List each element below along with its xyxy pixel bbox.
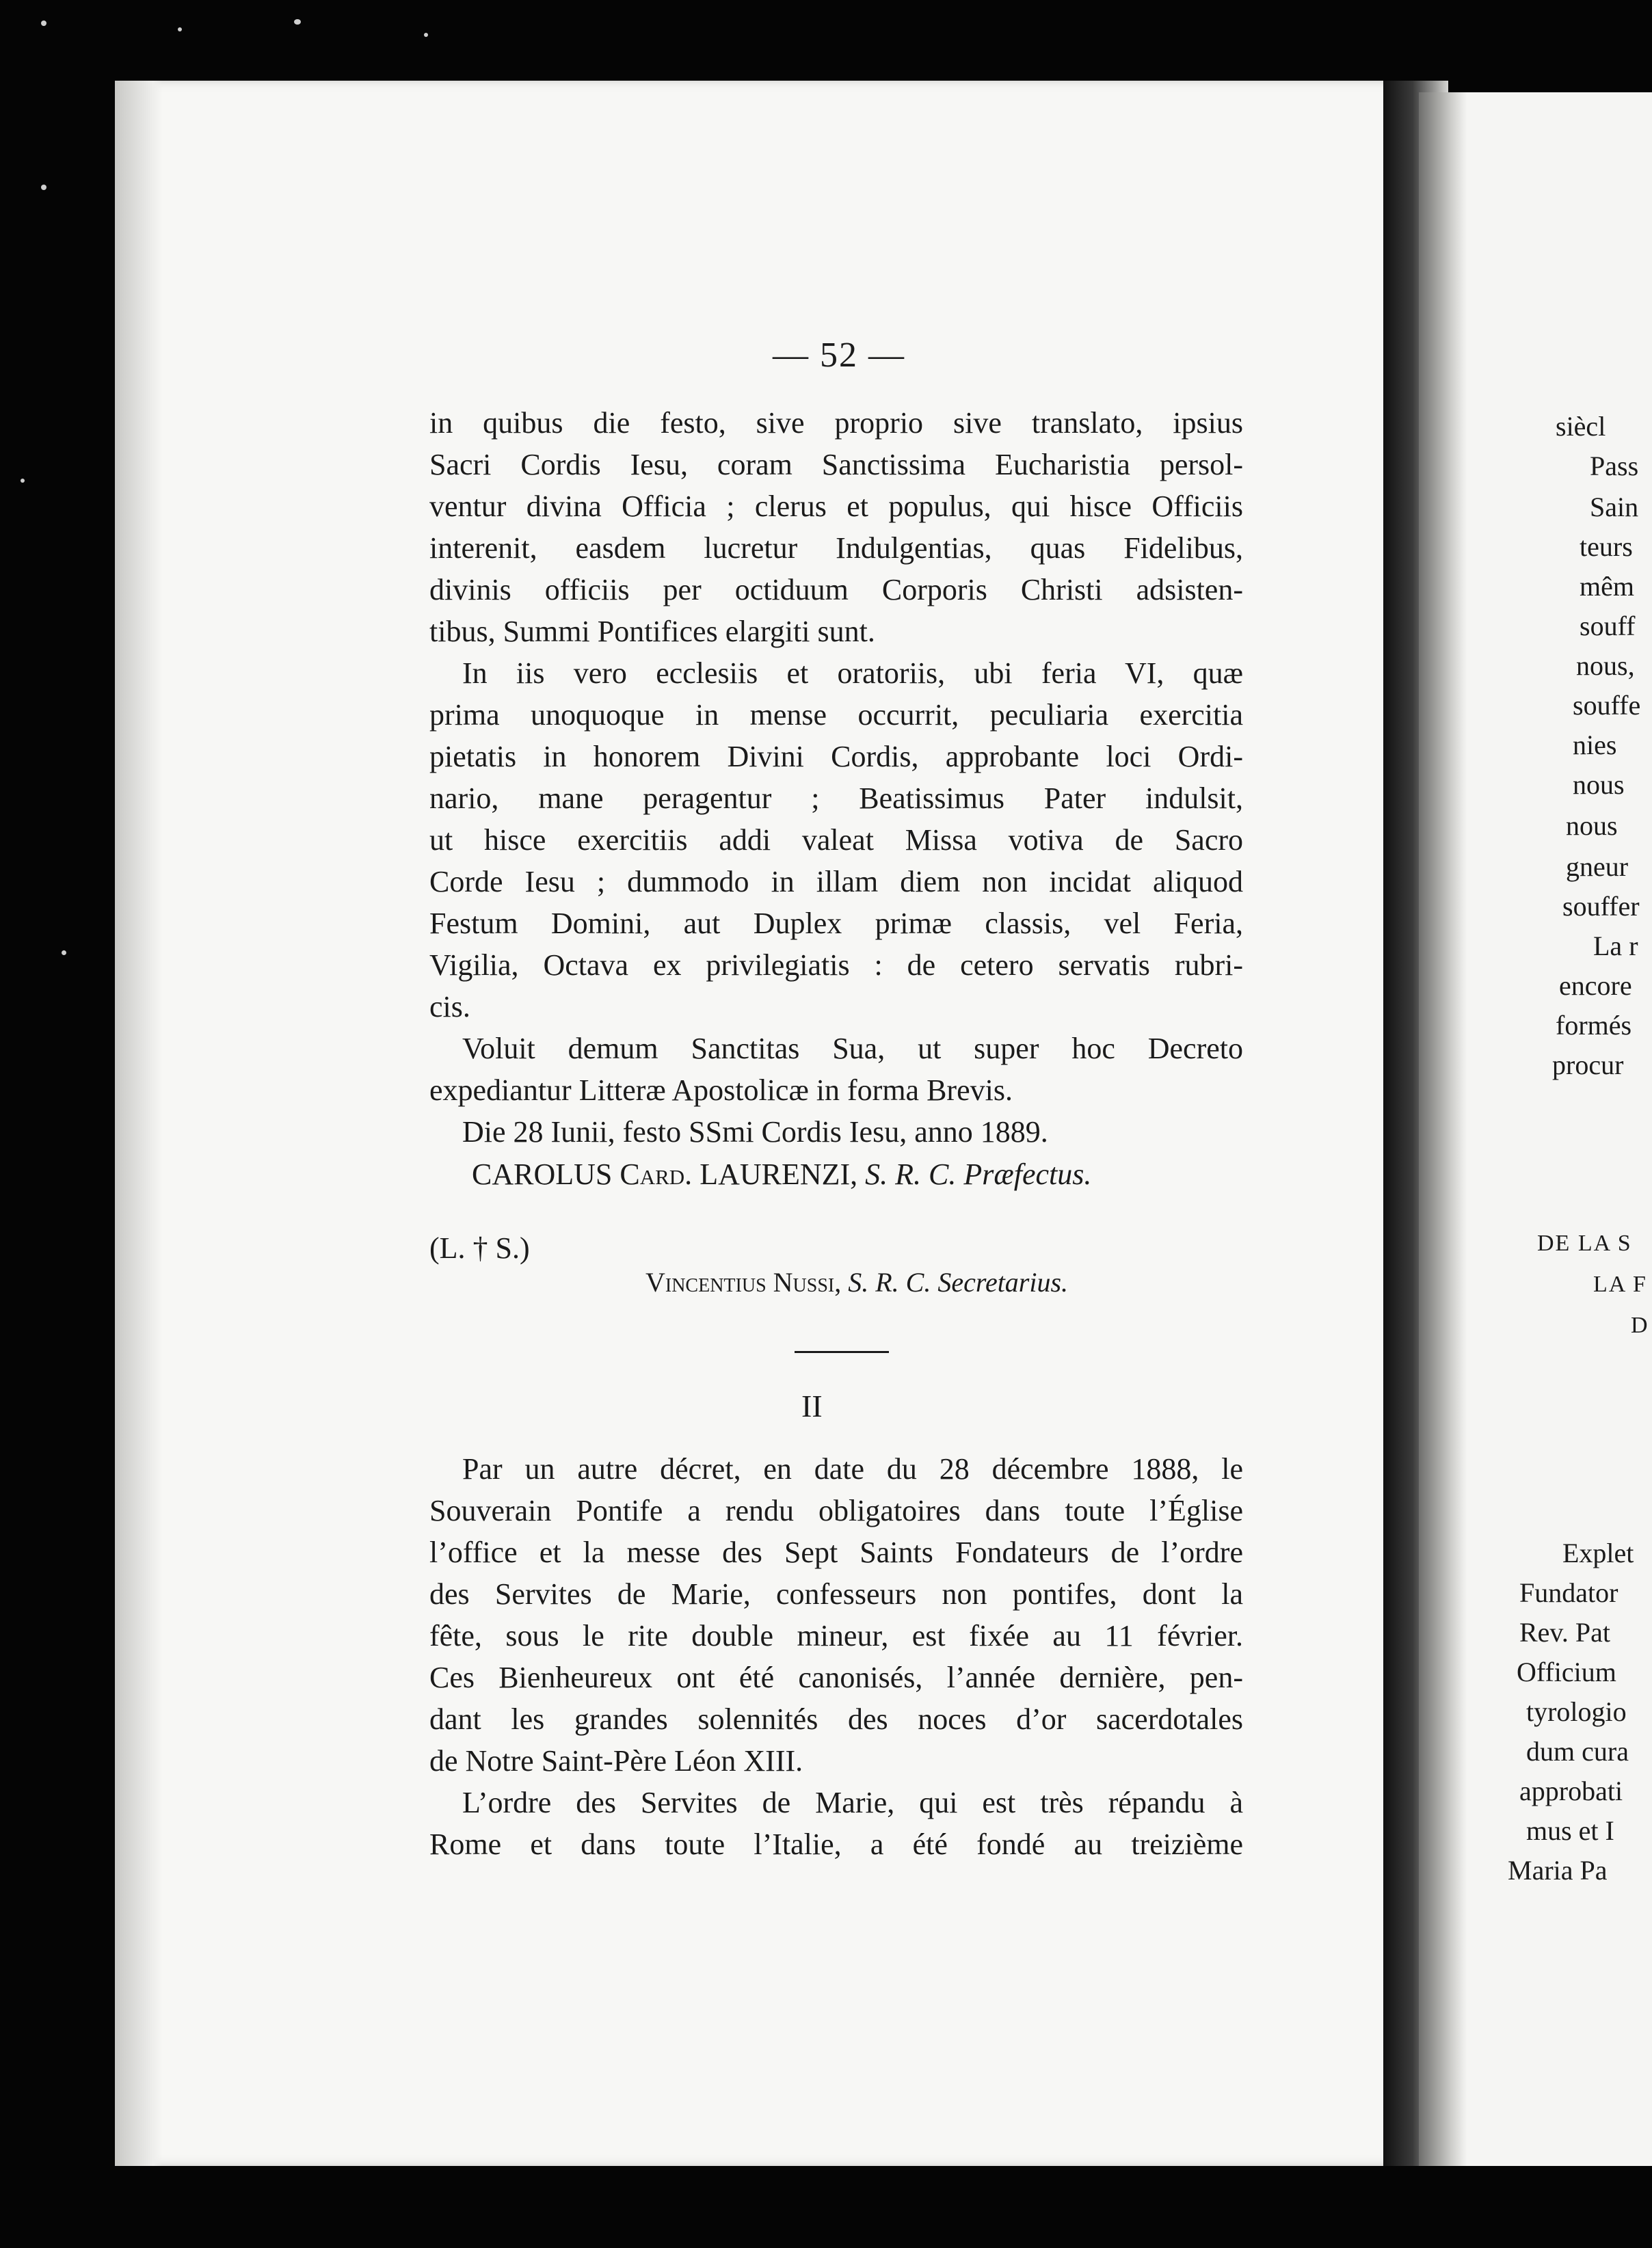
text-line: des Servites de Marie, confesseurs non pontifes, dont la — [429, 1577, 1243, 1611]
text-line: ventur divina Officia ; clerus et populus, qui hisce Officiis — [429, 490, 1243, 523]
spine-shadow — [1419, 92, 1467, 2166]
right-text-fragment: dum cura — [1526, 1736, 1629, 1767]
right-text-fragment: procur — [1552, 1049, 1624, 1080]
text-line: fête, sous le rite double mineur, est fixée au 11 février. — [429, 1619, 1243, 1652]
text-line: in quibus die festo, sive proprio sive translato, ipsius — [429, 406, 1243, 440]
decree-text-latin — [429, 402, 1243, 1153]
right-text-fragment: approbati — [1519, 1776, 1623, 1806]
text-line: nario, mane peragentur ; Beatissimus Pater indulsit, — [429, 781, 1243, 815]
right-text-fragment: teurs — [1580, 531, 1633, 562]
text-line: ut hisce exercitiis addi valeat Missa votiva de Sacro — [429, 823, 1243, 857]
text-line: Vigilia, Octava ex privilegiatis : de cetero servatis rubri- — [429, 948, 1243, 982]
prefect-signature — [472, 1157, 1091, 1192]
right-heading-fragment: LA F — [1593, 1272, 1647, 1297]
right-text-fragment: siècl — [1556, 411, 1606, 442]
text-line: interenit, easdem lucretur Indulgentias, quas Fidelibus, — [429, 531, 1243, 565]
section-number: II — [801, 1389, 823, 1423]
text-line: L’ordre des Servites de Marie, qui est très répandu à — [462, 1786, 1243, 1819]
scan-speck — [424, 33, 428, 37]
text-line: Ces Bienheureux ont été canonisés, l’année dernière, pen- — [429, 1661, 1243, 1694]
text-line: Festum Domini, aut Duplex primæ classis, vel Feria, — [429, 907, 1243, 940]
text-line: In iis vero ecclesiis et oratoriis, ubi feria VI, quæ — [462, 656, 1243, 690]
text-line: Souverain Pontife a rendu obligatoires dans toute l’Église — [429, 1494, 1243, 1527]
right-text-fragment: souffer — [1562, 891, 1640, 922]
right-text-fragment: Maria Pa — [1508, 1855, 1608, 1886]
date-line: Die 28 Iunii, festo SSmi Cordis Iesu, anno 1889. — [462, 1115, 1048, 1149]
signature-name: CAROLUS — [472, 1158, 613, 1191]
right-text-fragment: encore — [1559, 970, 1632, 1001]
signature-office: S. R. C. Secretarius. — [848, 1267, 1069, 1298]
signature-title: Card. — [620, 1158, 693, 1191]
text-line: dant les grandes solennités des noces d’or sacerdotales — [429, 1702, 1243, 1736]
right-text-fragment: Pass — [1590, 451, 1639, 481]
right-text-fragment: Sain — [1590, 492, 1639, 522]
text-line: tibus, Summi Pontifices elargiti sunt. — [429, 615, 875, 648]
right-text-fragment: gneur — [1566, 851, 1629, 882]
text-line: Rome et dans toute l’Italie, a été fondé au treizième — [429, 1828, 1243, 1861]
signature-office: S. R. C. Præfectus. — [865, 1158, 1092, 1191]
right-text-fragment: Fundator — [1519, 1577, 1618, 1608]
text-line: l’office et la messe des Sept Saints Fondateurs de l’ordre — [429, 1536, 1243, 1569]
scan-speck — [62, 950, 66, 955]
text-line: expediantur Litteræ Apostolicæ in forma Brevis. — [429, 1073, 1013, 1107]
right-text-fragment: nous — [1566, 810, 1618, 841]
page-number: — 52 — — [773, 336, 905, 375]
signature-name: Vincentius Nussi, — [645, 1267, 842, 1298]
right-text-fragment: mus et I — [1526, 1815, 1614, 1846]
scan-speck — [41, 185, 46, 190]
right-text-fragment: Officium — [1517, 1657, 1616, 1687]
seal-mark: (L. † S.) — [429, 1231, 530, 1265]
right-text-fragment: tyrologio — [1526, 1696, 1627, 1727]
right-text-fragment: Explet — [1562, 1538, 1634, 1568]
text-line: Par un autre décret, en date du 28 décembre 1888, le — [462, 1452, 1243, 1486]
right-text-fragment: mêm — [1580, 571, 1634, 602]
right-text-fragment: La r — [1593, 931, 1638, 961]
scan-speck — [178, 27, 182, 31]
right-text-fragment: souffe — [1573, 690, 1641, 721]
right-text-fragment: souff — [1580, 611, 1636, 641]
page-edge-shadow — [115, 81, 163, 2166]
text-line: Voluit demum Sanctitas Sua, ut super hoc Decreto — [462, 1032, 1243, 1065]
text-line: de Notre Saint-Père Léon XIII. — [429, 1744, 803, 1778]
text-line: cis. — [429, 990, 470, 1023]
text-line: pietatis in honorem Divini Cordis, approbante loci Ordi- — [429, 740, 1243, 773]
text-line: divinis officiis per octiduum Corporis Christi adsisten- — [429, 573, 1243, 606]
right-heading-fragment: D — [1631, 1313, 1649, 1338]
decree-text-french — [429, 1448, 1243, 1865]
scan-speck — [41, 21, 46, 26]
right-text-fragment: formés — [1556, 1010, 1632, 1041]
right-text-fragment: Rev. Pat — [1519, 1617, 1610, 1648]
right-text-fragment: nies — [1573, 730, 1617, 760]
scan-speck — [21, 479, 25, 483]
text-line: Corde Iesu ; dummodo in illam diem non incidat aliquod — [429, 865, 1243, 898]
scan-speck — [294, 19, 301, 25]
right-text-fragment: nous, — [1576, 650, 1635, 681]
signature-name: LAURENZI, — [700, 1158, 858, 1191]
text-line: prima unoquoque in mense occurrit, peculiaria exercitia — [429, 698, 1243, 732]
text-line: Sacri Cordis Iesu, coram Sanctissima Eucharistia persol- — [429, 448, 1243, 481]
section-divider — [795, 1351, 889, 1353]
secretary-signature — [645, 1266, 1068, 1298]
right-heading-fragment: DE LA S — [1537, 1231, 1632, 1256]
right-text-fragment: nous — [1573, 769, 1625, 800]
